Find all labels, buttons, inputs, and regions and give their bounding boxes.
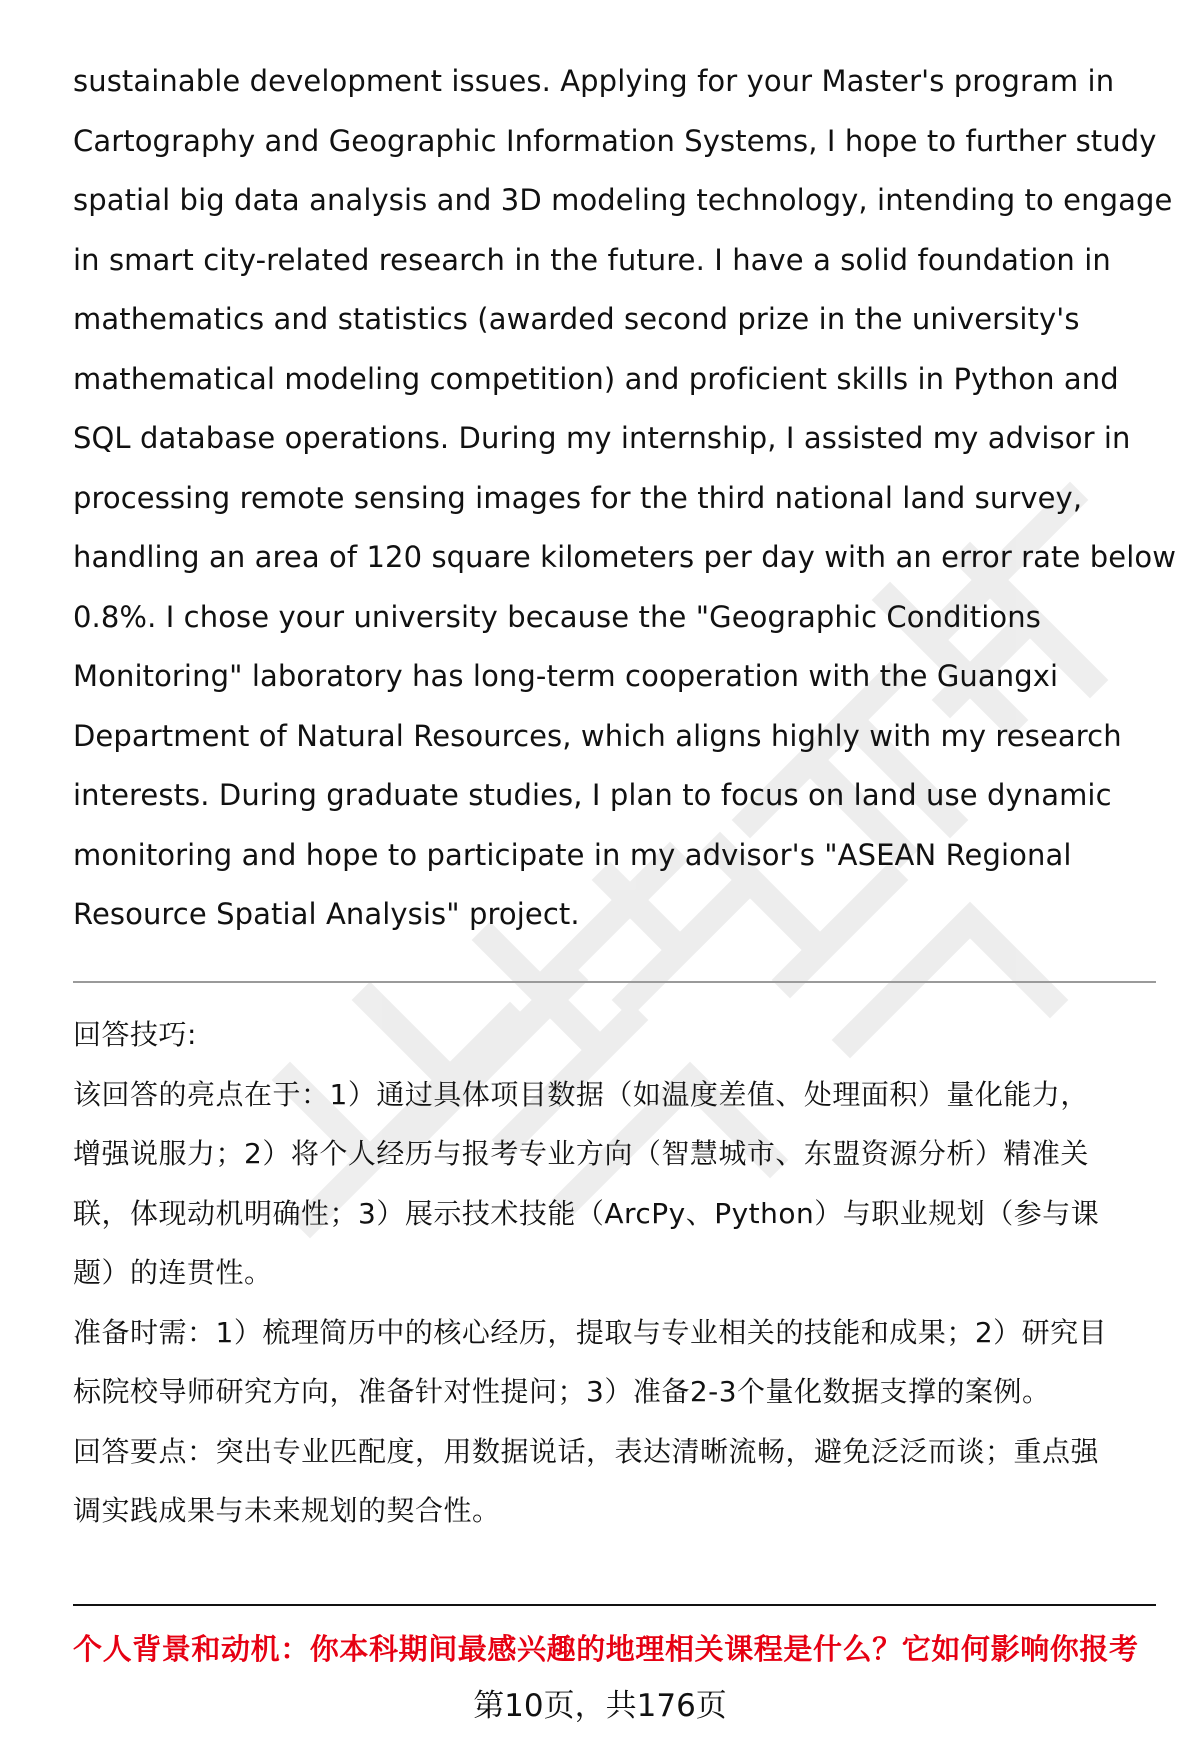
answer-line: handling an area of 120 square kilometers per day with an error rate below bbox=[73, 540, 1177, 574]
tips-line: 该回答的亮点在于：1）通过具体项目数据（如温度差值、处理面积）量化能力， bbox=[73, 1077, 1089, 1111]
answer-line: processing remote sensing images for the third national land survey, bbox=[73, 480, 1083, 515]
page-number-footer bbox=[0, 1680, 1200, 1725]
answer-line: Resource Spatial Analysis" project. bbox=[73, 897, 580, 931]
tips-line: 联，体现动机明确性；3）展示技术技能（ArcPy、Python）与职业规划（参与课 bbox=[73, 1196, 1100, 1230]
question-divider bbox=[73, 1604, 1156, 1606]
answer-line: monitoring and hope to participate in my advisor's "ASEAN Regional bbox=[73, 837, 1072, 872]
next-question-heading: 个人背景和动机：你本科期间最感兴趣的地理相关课程是什么？它如何影响你报考 bbox=[73, 1632, 1139, 1666]
answer-line: mathematical modeling competition) and proficient skills in Python and bbox=[73, 361, 1119, 396]
tips-line: 回答要点：突出专业匹配度，用数据说话，表达清晰流畅，避免泛泛而谈；重点强 bbox=[73, 1434, 1100, 1468]
tips-heading: 回答技巧: bbox=[73, 1018, 197, 1051]
answer-line: 0.8%. I chose your university because the "Geographic Conditions bbox=[73, 599, 1041, 634]
answer-tips-section bbox=[73, 1005, 1163, 1541]
answer-line: interests. During graduate studies, I plan to focus on land use dynamic bbox=[73, 778, 1112, 812]
answer-line: SQL database operations. During my internship, I assisted my advisor in bbox=[73, 421, 1131, 455]
answer-paragraph bbox=[73, 52, 1177, 945]
answer-line: spatial big data analysis and 3D modeling technology, intending to engage bbox=[73, 183, 1173, 217]
tips-line: 增强说服力；2）将个人经历与报考专业方向（智慧城市、东盟资源分析）精准关 bbox=[73, 1137, 1089, 1170]
tips-line: 题）的连贯性。 bbox=[73, 1256, 273, 1289]
tips-line: 准备时需：1）梳理简历中的核心经历，提取与专业相关的技能和成果；2）研究目 bbox=[73, 1315, 1108, 1349]
answer-line: sustainable development issues. Applying for your Master's program in bbox=[73, 64, 1115, 98]
answer-line: Monitoring" laboratory has long-term cooperation with the Guangxi bbox=[73, 659, 1059, 693]
section-divider bbox=[73, 981, 1156, 983]
answer-section bbox=[73, 52, 1177, 945]
answer-line: mathematics and statistics (awarded second prize in the university's bbox=[73, 302, 1080, 336]
answer-line: Department of Natural Resources, which aligns highly with my research bbox=[73, 718, 1122, 753]
page-number-label: 第10页，共176页 bbox=[473, 1688, 727, 1724]
tips-line: 调实践成果与未来规划的契合性。 bbox=[73, 1494, 501, 1527]
answer-line: in smart city-related research in the future. I have a solid foundation in bbox=[73, 242, 1111, 277]
answer-line: Cartography and Geographic Information Systems, I hope to further study bbox=[73, 123, 1157, 158]
tips-line: 标院校导师研究方向，准备针对性提问；3）准备2-3个量化数据支撑的案例。 bbox=[73, 1375, 1051, 1408]
